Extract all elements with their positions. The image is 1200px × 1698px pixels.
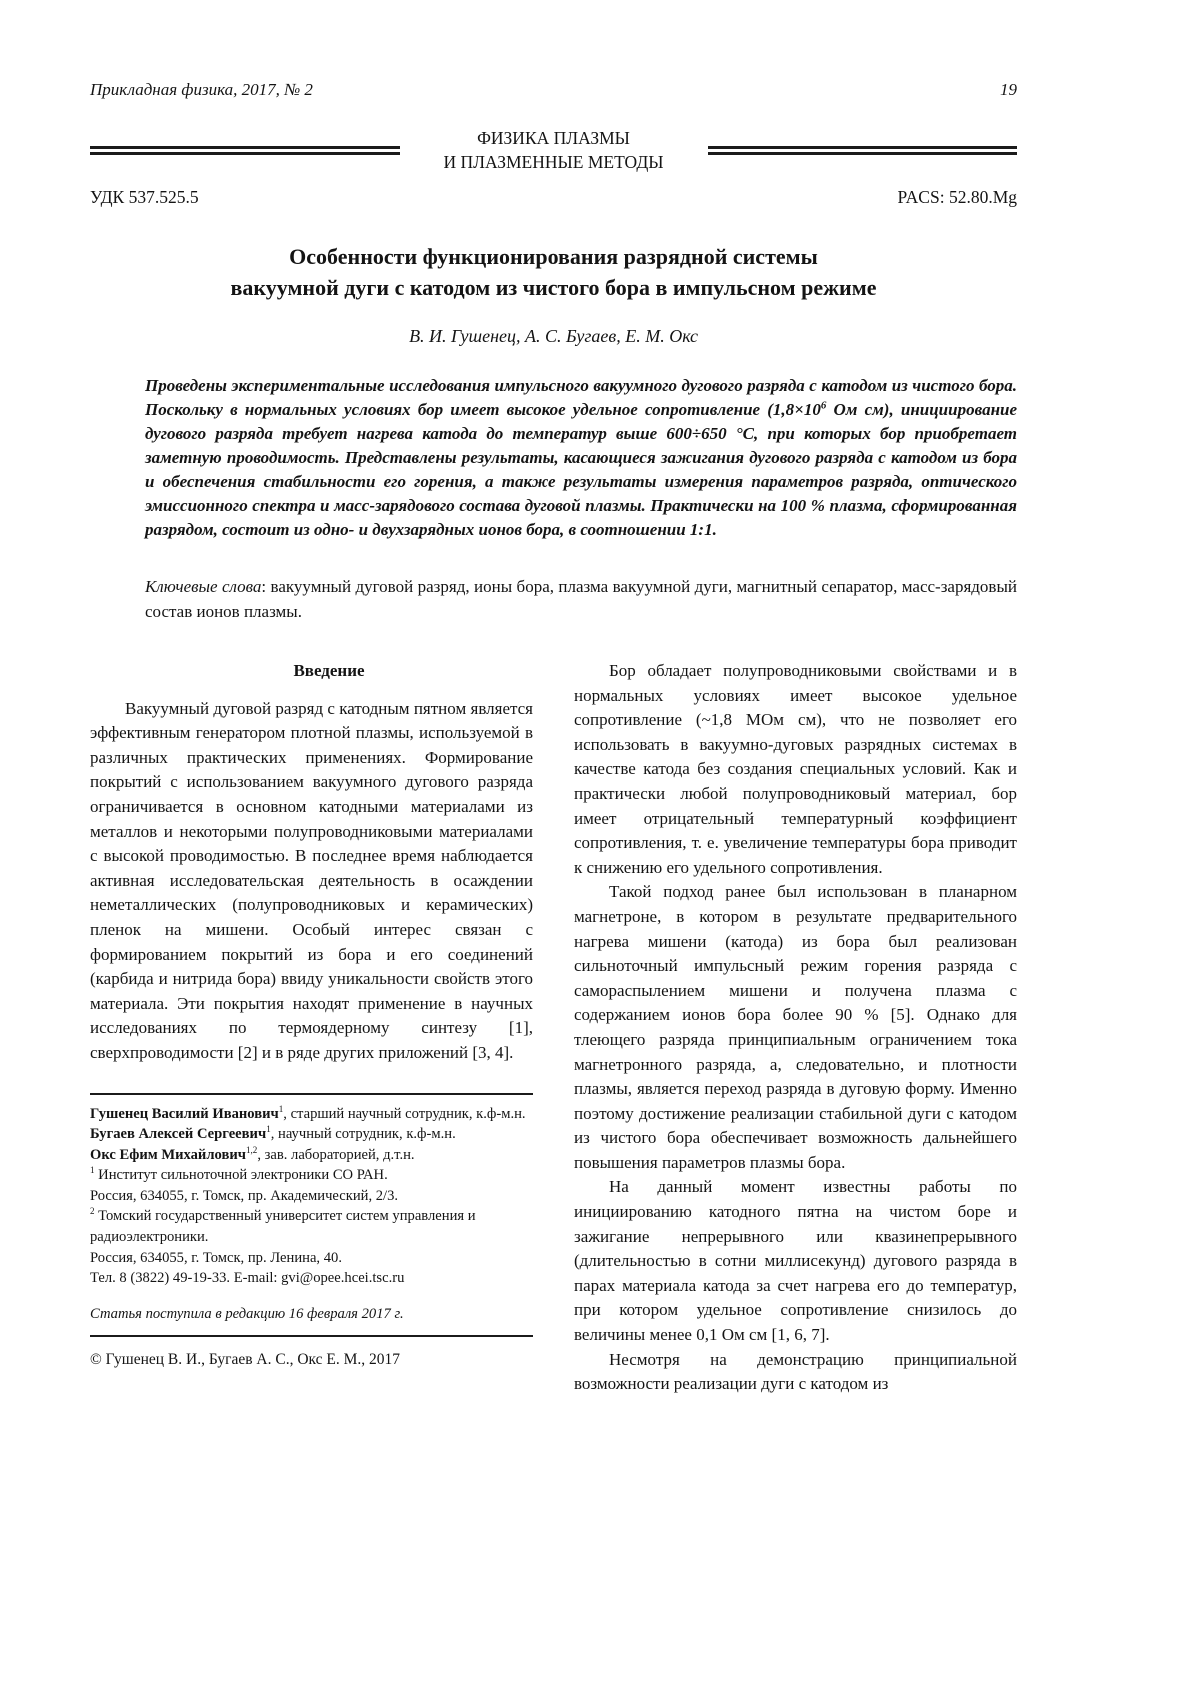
affiliation-marker: 2 xyxy=(90,1206,95,1217)
banner-rule-right xyxy=(708,146,1018,155)
article-title-line1: Особенности функционирования разрядной системы xyxy=(289,244,818,269)
footnote-separator-rule xyxy=(90,1093,533,1095)
right-column xyxy=(574,659,1017,1397)
footnote-author-name: Окс Ефим Михайлович xyxy=(90,1146,246,1163)
article-title xyxy=(90,241,1017,303)
footnote-author-marker: 1,2 xyxy=(246,1144,258,1155)
affiliation-text: Институт сильноточной электроники СО РАН. xyxy=(94,1167,388,1184)
keywords-text: : вакуумный дуговой разряд, ионы бора, плазма вакуумной дуги, магнитный сепаратор, масс-зарядовый состав ионов плазмы. xyxy=(145,577,1017,621)
received-date-line: Статья поступила в редакцию 16 февраля 2017 г. xyxy=(90,1305,404,1322)
authors-line: В. И. Гушенец, А. С. Бугаев, Е. М. Окс xyxy=(409,326,698,346)
copyright-separator-rule xyxy=(90,1335,533,1337)
introduction-paragraph: Вакуумный дуговой разряд с катодным пятном является эффективным генератором плотной плазмы, используемой в различных практических применениях. Формирование покрытий с использованием вакуумного дугового разряда ограничивается в основном катодными материалами из металлов и некоторыми полупроводниковыми материалами с высокой проводимостью. В последнее время наблюдается активная исследовательская деятельность в осаждении неметаллических (полупроводниковых и керамических) пленок на мишени. Особый интерес связан с формированием покрытий из бора и его соединений (карбида и нитрида бора) ввиду уникальности свойств этого материала. Эти покрытия находят применение в научных исследованиях по термоядерному синтезу [1], сверхпроводимости [2] и в ряде других приложений [3, 4]. xyxy=(90,698,533,1062)
udc-code: УДК 537.525.5 xyxy=(90,187,199,207)
affiliation-line xyxy=(90,1248,533,1269)
footnote-author-marker: 1 xyxy=(278,1103,284,1114)
section-banner xyxy=(90,127,1017,174)
affiliation-line xyxy=(90,1206,533,1247)
contact-line xyxy=(90,1268,533,1289)
affiliation-text: Россия, 634055, г. Томск, пр. Ленина, 40. xyxy=(90,1249,342,1266)
abstract-text-1: Проведены экспериментальные исследования импульсного вакуумного дугового разряда с катодом из чистого бора. Поскольку в нормальных условиях бор имеет высокое удельное сопротивление (1,8×10 xyxy=(145,376,1017,419)
affiliation-line xyxy=(90,1165,533,1186)
copyright-line: © Гушенец В. И., Бугаев А. С., Окс Е. М., 2017 xyxy=(90,1351,401,1369)
affiliation-text: Томский государственный университет систем управления и радиоэлектроники. xyxy=(90,1208,476,1246)
pacs-code: PACS: 52.80.Mg xyxy=(897,187,1017,207)
footnote-author-role: , старший научный сотрудник, к.ф-м.н. xyxy=(283,1105,526,1122)
keywords-label: Ключевые слова xyxy=(145,577,262,596)
body-paragraph: Такой подход ранее был использован в планарном магнетроне, в котором в результате предварительного нагрева мишени (катода) из бора был реализован сильноточный импульсный режим горения разряда с самораспылением мишени и получена плазма с содержанием ионов бора более 90 % [5]. Однако для тлеющего разряда принципиальным ограничением тока магнетронного разряда, а, следовательно, и плотности плазмы, является переход разряда в дуговую форму. Именно поэтому достижение реализации стабильной дуги с катодом из чистого бора обеспечивает возможность дальнейшего повышения параметров плазмы бора. xyxy=(574,882,1017,1172)
footnote-author-role: , научный сотрудник, к.ф-м.н. xyxy=(270,1126,456,1143)
body-paragraph: На данный момент известны работы по инициированию катодного пятна на чистом боре и зажигание непрерывного или квазинепрерывного (длительностью в сотни миллисекунд) дугового разряда в парах материала катода за счет нагрева его до температур, при котором удельное сопротивление снизилось до величины менее 0,1 Ом см [1, 6, 7]. xyxy=(574,1177,1017,1345)
introduction-heading: Введение xyxy=(293,661,365,680)
affiliation-marker: 1 xyxy=(90,1165,95,1176)
page-number: 19 xyxy=(1000,80,1017,99)
body-paragraph: Несмотря на демонстрацию принципиальной возможности реализации дуги с катодом из xyxy=(574,1349,1017,1394)
contact-text: Тел. 8 (3822) 49-19-33. E-mail: gvi@opee.hcei.tsc.ru xyxy=(90,1270,405,1287)
banner-rule-left xyxy=(90,146,400,155)
section-title-line1: ФИЗИКА ПЛАЗМЫ xyxy=(477,128,630,148)
section-title-line2: И ПЛАЗМЕННЫЕ МЕТОДЫ xyxy=(443,151,664,172)
footnote-author-marker: 1 xyxy=(266,1124,271,1135)
footnote-author xyxy=(90,1145,533,1166)
affiliation-line xyxy=(90,1186,533,1207)
abstract-text-2: Ом см), инициирование дугового разряда требует нагрева катода до температур выше 600÷650 °С, при которых бор приобретает заметную проводимость. Представлены результаты, касающиеся зажигания дугового разряда с катодом из бора и обеспечения стабильности его горения, а также результаты измерения параметров разряда, оптического эмиссионного спектра и масс-зарядового состава дуговой плазмы. Практически на 100 % плазма, сформированная разрядом, состоит из одно- и двухзарядных ионов бора, в соотношении 1:1. xyxy=(145,400,1018,539)
section-title xyxy=(400,127,708,174)
article-title-line2: вакуумной дуги с катодом из чистого бора в импульсном режиме xyxy=(230,275,877,300)
body-paragraph: Бор обладает полупроводниковыми свойствами и в нормальных условиях имеет высокое удельное сопротивление (~1,8 МОм см), что не позволяет его использовать в вакуумно-дуговых разрядных системах в качестве катода без создания специальных условий. Как и практически любой полупроводниковый материал, бор имеет отрицательный температурный коэффициент сопротивления, т. е. увеличение температуры бора приводит к снижению его удельного сопротивления. xyxy=(574,661,1017,877)
classification-codes xyxy=(90,187,1017,208)
article-page xyxy=(90,80,1017,1397)
author-footnotes xyxy=(90,1093,533,1372)
footnote-author-name: Гушенец Василий Иванович xyxy=(90,1105,279,1122)
left-column xyxy=(90,659,533,1397)
footnote-author-name: Бугаев Алексей Сергеевич xyxy=(90,1126,267,1143)
affiliation-text: Россия, 634055, г. Томск, пр. Академический, 2/3. xyxy=(90,1187,399,1204)
footnote-author xyxy=(90,1124,533,1145)
footnote-author xyxy=(90,1104,533,1125)
abstract-superscript: 6 xyxy=(820,399,827,412)
two-column-body xyxy=(90,659,1017,1397)
keywords xyxy=(145,575,1017,624)
abstract xyxy=(145,374,1017,542)
footnote-author-role: , зав. лабораторией, д.т.н. xyxy=(257,1146,415,1163)
running-header xyxy=(90,80,1017,100)
journal-reference: Прикладная физика, 2017, № 2 xyxy=(90,80,313,99)
